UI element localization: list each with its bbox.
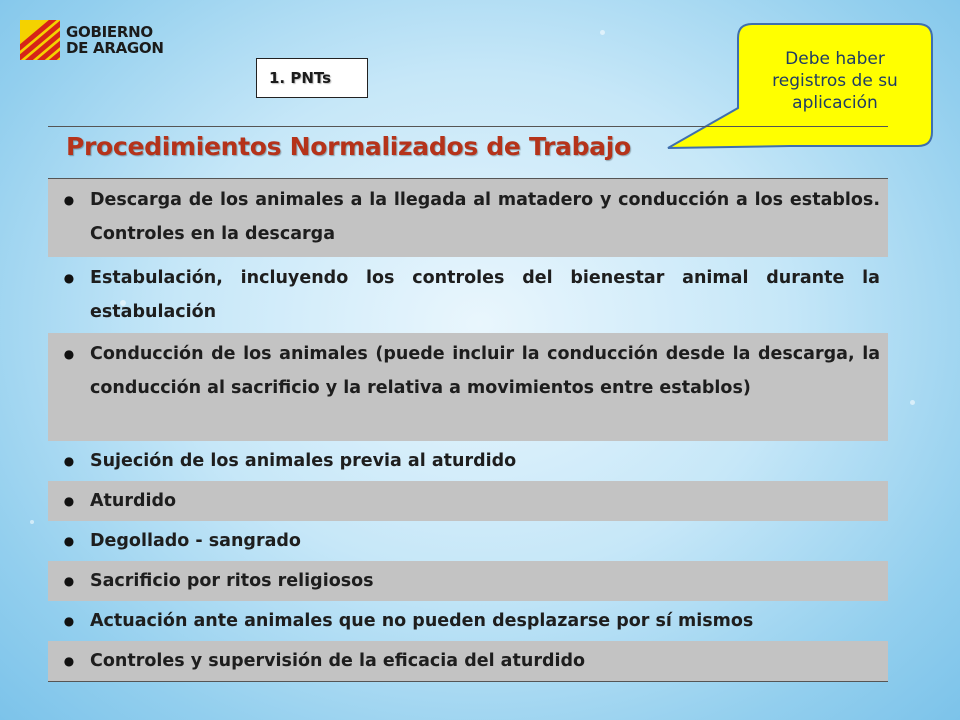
table-row xyxy=(48,641,888,681)
row-text: Descarga de los animales a la llegada al matadero y conducción a los establos. Controles en la descarga xyxy=(90,190,880,244)
table-row xyxy=(48,257,888,333)
callout-line-1: Debe haber xyxy=(785,49,885,69)
row-text: Aturdido xyxy=(90,491,177,511)
bullet-icon: ● xyxy=(63,534,75,548)
bullet-icon: ● xyxy=(63,654,75,668)
table-row xyxy=(48,601,888,641)
row-text: Actuación ante animales que no pueden desplazarse por sí mismos xyxy=(90,611,754,631)
callout-line-2: registros de su xyxy=(772,71,898,91)
table-row xyxy=(48,179,888,257)
table-row xyxy=(48,521,888,561)
row-text: Estabulación, incluyendo los controles del bienestar animal durante la estabulación xyxy=(90,268,880,322)
row-text: Controles y supervisión de la eficacia del aturdido xyxy=(90,651,586,671)
table-row xyxy=(48,333,888,441)
row-text: Sacrificio por ritos religiosos xyxy=(90,571,374,591)
bullet-icon: ● xyxy=(63,614,75,628)
title-divider xyxy=(48,126,888,127)
table-row xyxy=(48,441,888,481)
logo-line-2: DE ARAGON xyxy=(66,39,164,57)
bullet-icon: ● xyxy=(63,193,75,207)
page-title: Procedimientos Normalizados de Trabajo xyxy=(66,132,631,161)
callout-line-3: aplicación xyxy=(792,93,878,113)
callout-text xyxy=(742,48,928,114)
bullet-icon: ● xyxy=(63,494,75,508)
table-row xyxy=(48,561,888,601)
procedures-table xyxy=(48,178,888,682)
row-text: Degollado - sangrado xyxy=(90,531,301,551)
logo-line-1: GOBIERNO xyxy=(66,23,153,41)
row-text: Conducción de los animales (puede incluir la conducción desde la descarga, la conducción al sacrificio y la relativa a movimientos entre establos) xyxy=(90,344,880,398)
bullet-icon: ● xyxy=(63,574,75,588)
table-row xyxy=(48,481,888,521)
bullet-icon: ● xyxy=(63,271,75,285)
row-text: Sujeción de los animales previa al aturdido xyxy=(90,451,517,471)
bullet-icon: ● xyxy=(63,454,75,468)
section-badge: 1. PNTs xyxy=(256,58,368,98)
bullet-icon: ● xyxy=(63,347,75,361)
